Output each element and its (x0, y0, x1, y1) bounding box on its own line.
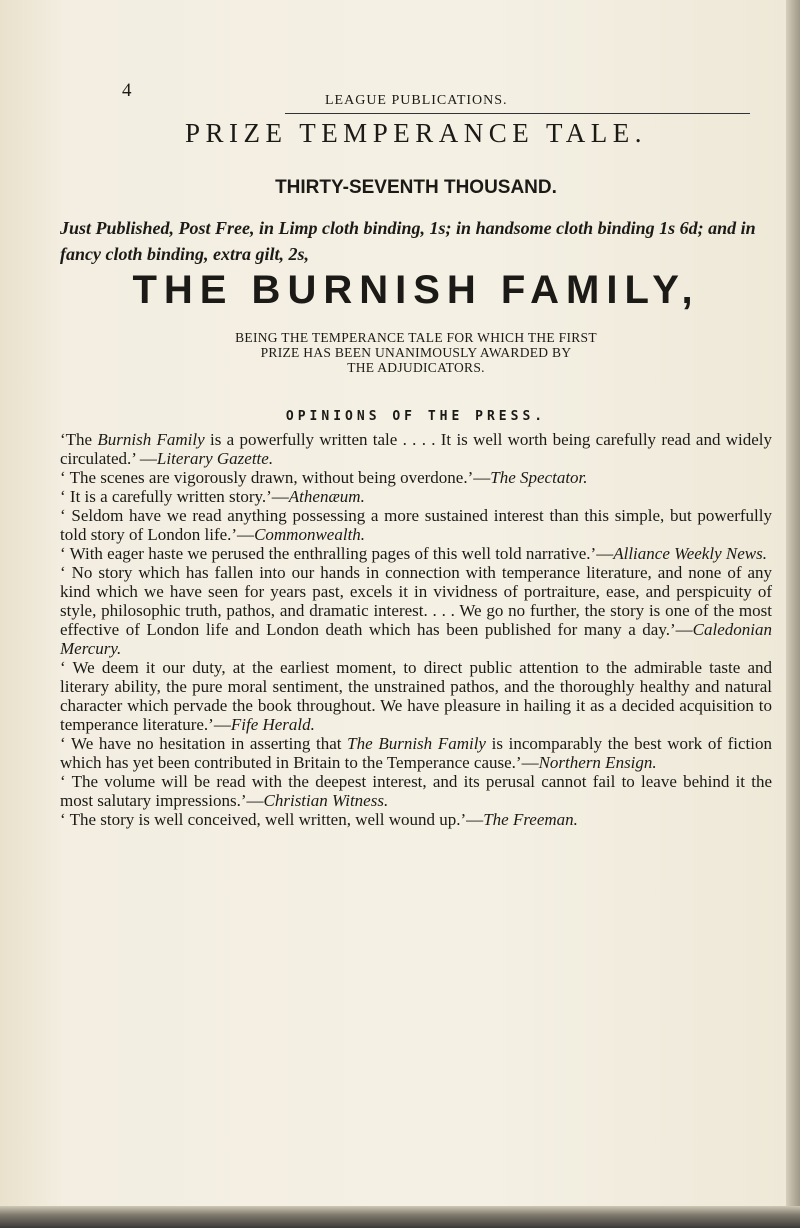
review-source: Caledonian Mercury. (60, 620, 772, 658)
review-source: Athenæum. (288, 487, 365, 506)
review-item: ‘ The scenes are vigorously drawn, without being overdone.’—The Spectator. (60, 468, 588, 487)
subtitle-line: BEING THE TEMPERANCE TALE FOR WHICH THE FIRST (235, 330, 597, 345)
press-reviews (60, 430, 772, 829)
page-number: 4 (122, 80, 132, 101)
review-source: Alliance Weekly News. (613, 544, 767, 563)
review-item: ‘ We have no hesitation in asserting that The Burnish Family is incomparably the best work of fiction which has yet been contributed in Britain to the Temperance cause.’—Northern Ensign. (60, 734, 773, 772)
book-title: THE BURNISH FAMILY, (132, 268, 700, 312)
review-item: ‘ We deem it our duty, at the earliest moment, to direct public attention to the admirable taste and literary ability, the pure moral sentiment, the unstrained pathos, and the thoroughly healthy and natural character which pervade the book throughout. We have pleasure in hailing it as a decided acquisition to temperance literature.’—Fife Herald. (60, 658, 772, 734)
publication-details: Just Published, Post Free, in Limp cloth binding, 1s; in handsome cloth binding 1s 6d; and in fancy cloth binding, extra gilt, 2s, (60, 218, 756, 264)
page-edge-bottom (0, 1206, 800, 1228)
prize-title: PRIZE TEMPERANCE TALE. (184, 118, 648, 148)
review-source: The Freeman. (483, 810, 578, 829)
review-item: ‘The Burnish Family is a powerfully written tale . . . . It is well worth being carefully read and widely circulated.’ —Literary Gazette. (60, 430, 773, 468)
review-source: Fife Herald. (230, 715, 315, 734)
review-source: Christian Witness. (263, 791, 389, 810)
edition-line: THIRTY-SEVENTH THOUSAND. (275, 177, 557, 198)
opinions-heading: OPINIONS OF THE PRESS. (285, 409, 547, 424)
review-item: ‘ With eager haste we perused the enthralling pages of this well told narrative.’—Alliance Weekly News. (60, 544, 767, 563)
review-item: ‘ The story is well conceived, well written, well wound up.’—The Freeman. (60, 810, 578, 829)
review-item: ‘ Seldom have we read anything possessing a more sustained interest than this simple, but powerfully told story of London life.’—Commonwealth. (60, 506, 772, 544)
running-head: LEAGUE PUBLICATIONS. (325, 93, 508, 108)
review-source: Literary Gazette. (156, 449, 274, 468)
page-edge-right (786, 0, 800, 1228)
subtitle-line: THE ADJUDICATORS. (347, 360, 485, 375)
review-item: ‘ No story which has fallen into our hands in connection with temperance literature, and none of any kind which we have seen for years past, excels it in vividness of portraiture, ease, and perspicuity of style, philosophic truth, pathos, and dramatic interest. . . . We go no further, the story is one of the most effective of London life and London death which has been published for many a day.’—Caledonian Mercury. (60, 563, 772, 658)
review-source: Northern Ensign. (538, 753, 657, 772)
review-item: ‘ It is a carefully written story.’—Athenæum. (60, 487, 365, 506)
review-source: The Spectator. (490, 468, 588, 487)
header-rule (285, 113, 750, 114)
subtitle-line: PRIZE HAS BEEN UNANIMOUSLY AWARDED BY (260, 345, 572, 360)
subtitle-block (60, 330, 772, 375)
review-source: Commonwealth. (254, 525, 366, 544)
review-item: ‘ The volume will be read with the deepest interest, and its perusal cannot fail to leave behind it the most salutary impressions.’—Christian Witness. (60, 772, 772, 810)
